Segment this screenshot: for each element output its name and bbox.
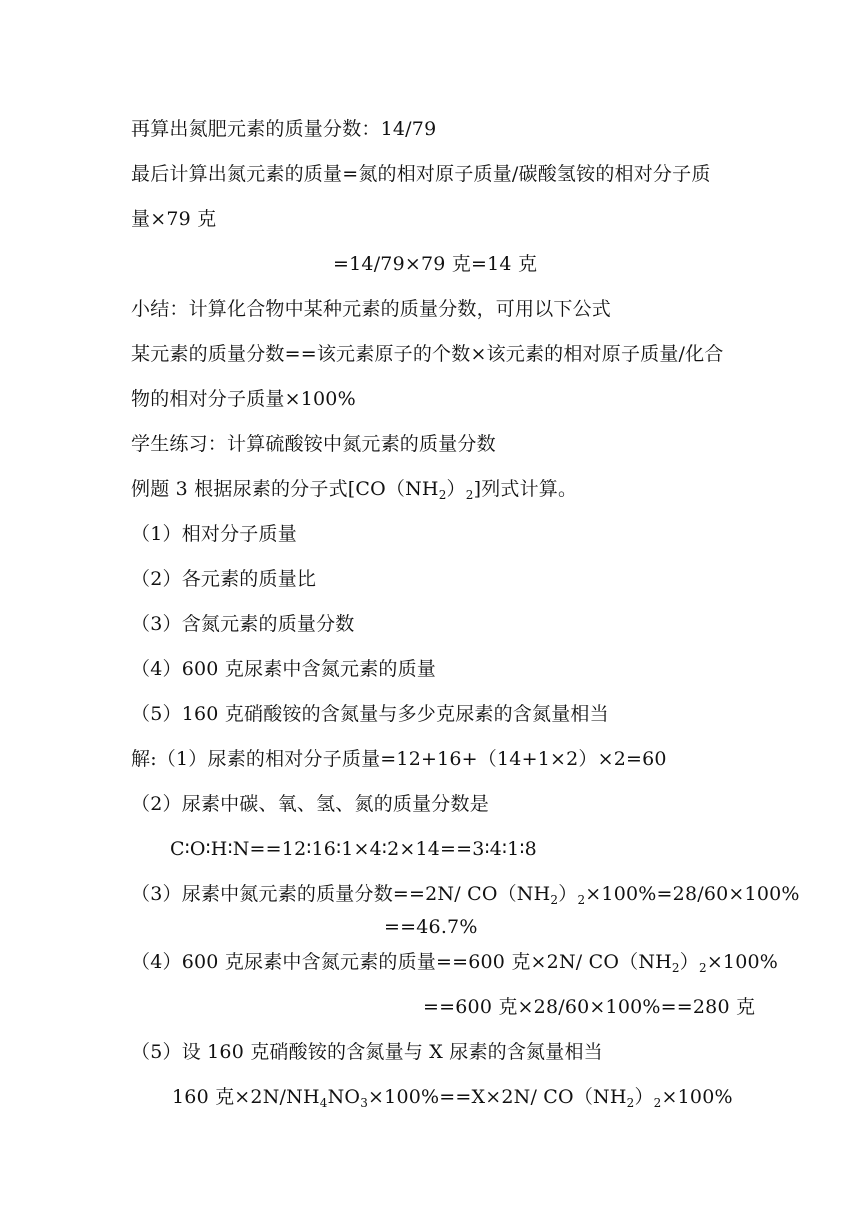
solution-line: （3）尿素中氮元素的质量分数==2N/ $CO(NH_2)_2\times 100\%=28/60\times 100\%$ xyxy=(131,883,800,907)
example-heading: 例题 3 根据尿素的分子式$[CO(NH_2)_2]$列式计算。 xyxy=(131,478,578,502)
question-item: （5）160 克硝酸铵的含氮量与多少克尿素的含氮量相当 xyxy=(131,703,609,725)
question-item: （2）各元素的质量比 xyxy=(131,568,317,590)
text-line: 最后计算出氮元素的质量=氮的相对原子质量/碳酸氢铵的相对分子质 xyxy=(131,163,711,185)
formula-line: 物的相对分子质量×100% xyxy=(131,388,356,410)
summary-line: 小结：计算化合物中某种元素的质量分数，可用以下公式 xyxy=(131,298,612,320)
text-line: 再算出氮肥元素的质量分数：14/79 xyxy=(131,118,437,140)
question-item: （3）含氮元素的质量分数 xyxy=(131,613,355,635)
equation-line: =14/79×79 克=14 克 xyxy=(333,253,538,275)
result-line: ==46.7% xyxy=(384,916,478,938)
ratio-equation: C∶O∶H∶N==12∶16∶1×4∶2×14==3∶4∶1∶8 xyxy=(170,838,537,860)
equation-line: 160 克$\times 2N/NH_4NO_3\times 100\%==X\times 2N/$ $CO(NH_2)_2\times 100\%$ xyxy=(172,1086,733,1110)
result-line: ==600 克×28/60×100%==280 克 xyxy=(423,996,756,1018)
formula-line: 某元素的质量分数==该元素原子的个数×该元素的相对原子质量/化合 xyxy=(131,343,724,365)
exercise-line: 学生练习：计算硫酸铵中氮元素的质量分数 xyxy=(131,433,496,455)
question-item: （1）相对分子质量 xyxy=(131,523,297,545)
solution-line: （4）600 克尿素中含氮元素的质量==600 克×2N/ $CO(NH_2)_2\times 100\%$ xyxy=(131,951,779,975)
solution-line: （5）设 160 克硝酸铵的含氮量与 X 尿素的含氮量相当 xyxy=(131,1041,603,1063)
question-item: （4）600 克尿素中含氮元素的质量 xyxy=(131,658,436,680)
solution-line: （2）尿素中碳、氧、氢、氮的质量分数是 xyxy=(131,793,489,815)
solution-line: 解:（1）尿素的相对分子质量=12+16+（14+1×2）×2=60 xyxy=(131,748,667,770)
text-line: 量×79 克 xyxy=(131,208,217,230)
